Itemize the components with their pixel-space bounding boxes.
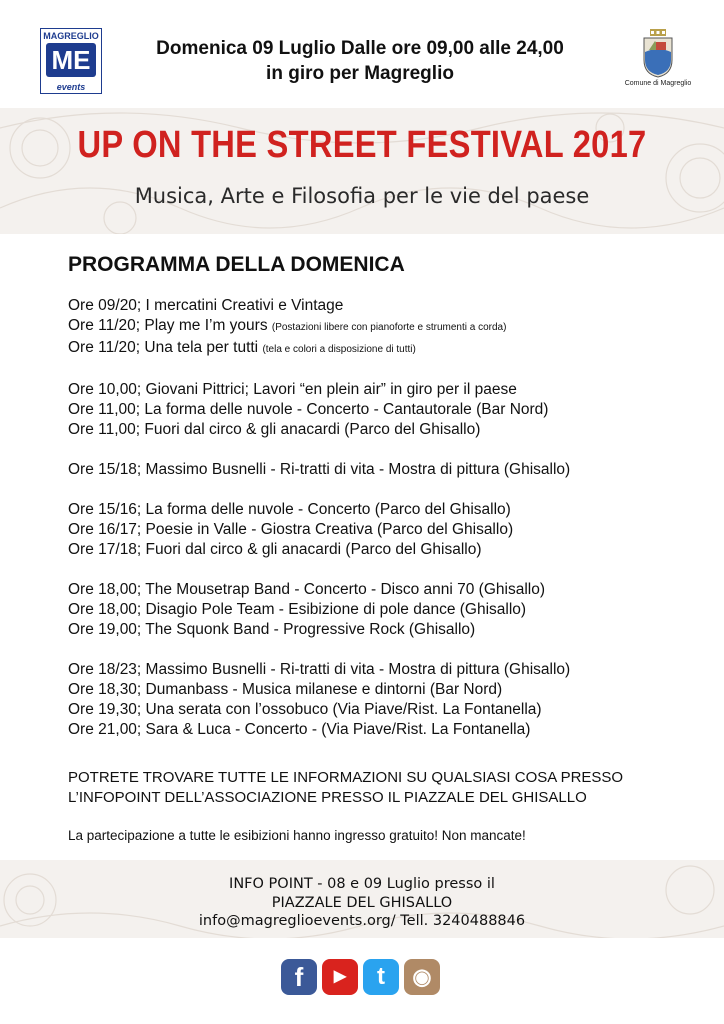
festival-subtitle: Musica, Arte e Filosofia per le vie del paese <box>134 184 590 208</box>
program-item-text: Ore 18,00; The Mousetrap Band - Concerto - Disco anni 70 (Ghisallo) <box>68 581 546 598</box>
program-item <box>68 680 688 700</box>
event-date-line: Domenica 09 Luglio Dalle ore 09,00 alle 24,00 <box>156 38 564 59</box>
program-group <box>68 580 688 640</box>
program-group <box>68 500 688 560</box>
program-item <box>68 338 688 360</box>
facebook-icon[interactable]: f <box>281 959 317 995</box>
program-group <box>68 380 688 440</box>
footer-contact-line[interactable]: info@magreglioevents.org/ Tell. 3240488846 <box>198 913 526 929</box>
free-entry-note: La partecipazione a tutte le esibizioni hanno ingresso gratuito! Non mancate! <box>68 828 526 843</box>
logo-mark: ME <box>46 43 96 77</box>
footer-place-line: PIAZZALE DEL GHISALLO <box>271 895 453 911</box>
program-item-note: (Postazioni libere con pianoforte e strumenti a corda) <box>271 322 507 333</box>
info-text-line: L’INFOPOINT DELL’ASSOCIAZIONE PRESSO IL PIAZZALE DEL GHISALLO <box>68 789 587 806</box>
program-item-note: (tela e colori a disposizione di tutti) <box>262 344 416 355</box>
logo-sub: events <box>56 82 86 92</box>
social-icons <box>281 959 443 999</box>
program-item-text: Ore 17/18; Fuori dal circo & gli anacardi (Parco del Ghisallo) <box>68 541 482 558</box>
program-item-text: Ore 19,30; Una serata con l’ossobuco (Via Piave/Rist. La Fontanella) <box>68 701 542 718</box>
instagram-icon[interactable]: ◉ <box>404 959 440 995</box>
program-item-text: Ore 15/18; Massimo Busnelli - Ri-tratti di vita - Mostra di pittura (Ghisallo) <box>68 461 571 478</box>
program-item-text: Ore 18,30; Dumanbass - Musica milanese e dintorni (Bar Nord) <box>68 681 503 698</box>
crest-shield-icon <box>641 28 675 78</box>
program-item-text: Ore 09/20; I mercatini Creativi e Vintage <box>68 297 344 314</box>
comune-crest <box>622 28 694 96</box>
program-item-text: Ore 16/17; Poesie in Valle - Giostra Creativa (Parco del Ghisallo) <box>68 521 514 538</box>
program-item-text: Ore 11/20; Play me I’m yours <box>68 317 272 334</box>
info-text-line: POTRETE TROVARE TUTTE LE INFORMAZIONI SU QUALSIASI COSA PRESSO <box>68 769 624 786</box>
program-heading: PROGRAMMA DELLA DOMENICA <box>68 253 405 276</box>
program-item <box>68 460 688 480</box>
program-item <box>68 296 688 316</box>
program-item-text: Ore 10,00; Giovani Pittrici; Lavori “en plein air” in giro per il paese <box>68 381 517 398</box>
program-item <box>68 580 688 600</box>
program-item <box>68 316 688 338</box>
footer-infopoint-line: INFO POINT - 08 e 09 Luglio presso il <box>229 876 495 892</box>
festival-title: UP ON THE STREET FESTIVAL 2017 <box>77 124 647 166</box>
program-item-text: Ore 15/16; La forma delle nuvole - Concerto (Parco del Ghisallo) <box>68 501 511 518</box>
logo-brand: MAGREGLIO <box>43 31 99 41</box>
program-group <box>68 660 688 740</box>
program-list <box>68 296 688 760</box>
program-item-text: Ore 21,00; Sara & Luca - Concerto - (Via Piave/Rist. La Fontanella) <box>68 721 531 738</box>
program-item-text: Ore 11,00; La forma delle nuvole - Concerto - Cantautorale (Bar Nord) <box>68 401 549 418</box>
program-item <box>68 500 688 520</box>
program-item-text: Ore 19,00; The Squonk Band - Progressive Rock (Ghisallo) <box>68 621 476 638</box>
program-item <box>68 380 688 400</box>
program-item <box>68 720 688 740</box>
program-item <box>68 540 688 560</box>
program-item-text: Ore 18,00; Disagio Pole Team - Esibizione di pole dance (Ghisallo) <box>68 601 527 618</box>
crest-caption: Comune di Magreglio <box>624 80 692 87</box>
header <box>0 0 724 108</box>
program-item <box>68 400 688 420</box>
youtube-icon[interactable]: ▶ <box>322 959 358 995</box>
program-item <box>68 420 688 440</box>
program-item <box>68 520 688 540</box>
twitter-icon[interactable]: t <box>363 959 399 995</box>
program-item-text: Ore 18/23; Massimo Busnelli - Ri-tratti di vita - Mostra di pittura (Ghisallo) <box>68 661 571 678</box>
magreglio-events-logo <box>40 28 102 94</box>
program-item-text: Ore 11/20; Una tela per tutti <box>68 339 263 356</box>
program-group <box>68 296 688 360</box>
program-group <box>68 460 688 480</box>
program-item <box>68 600 688 620</box>
program-item <box>68 620 688 640</box>
program-item <box>68 660 688 680</box>
program-item <box>68 700 688 720</box>
program-item-text: Ore 11,00; Fuori dal circo & gli anacardi (Parco del Ghisallo) <box>68 421 481 438</box>
event-location-line: in giro per Magreglio <box>266 63 454 84</box>
